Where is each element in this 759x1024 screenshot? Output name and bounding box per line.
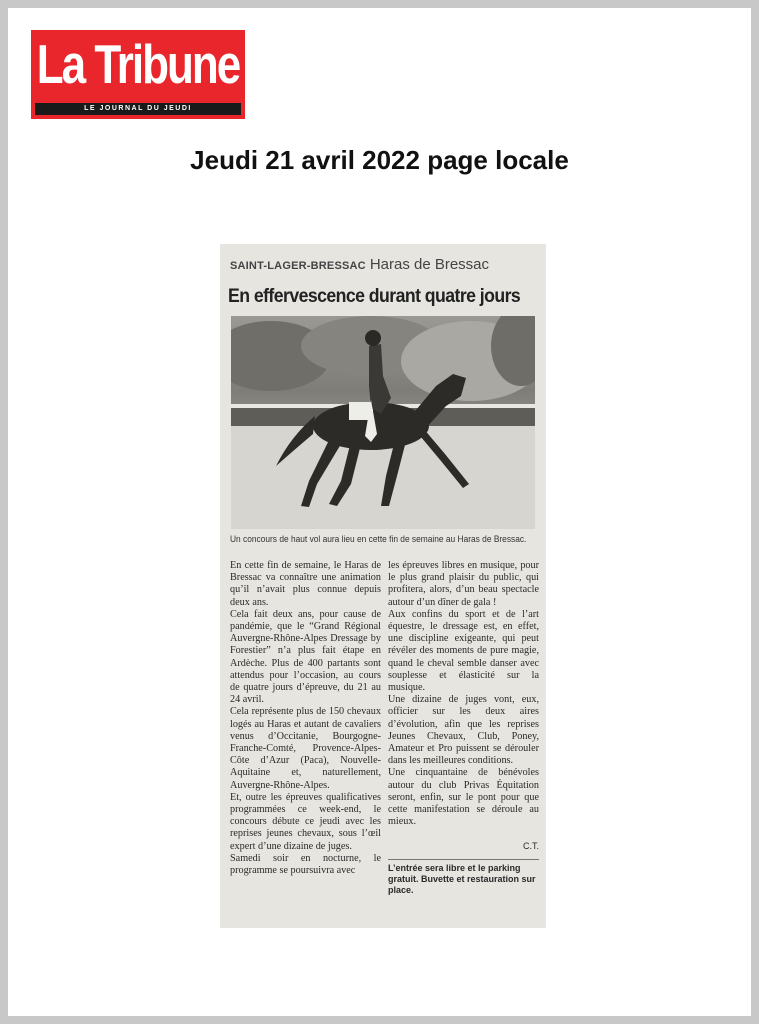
article-paragraph: En cette fin de semaine, le Haras de Bressac va connaître une animation qu’il n’avait plus connue depuis deux ans. <box>230 560 381 608</box>
horse-rider-image <box>231 316 535 529</box>
article-info-box: L’entrée sera libre et le parking gratuit. Buvette et restauration sur place. <box>388 859 539 896</box>
article-paragraph: Une dizaine de juges vont, eux, officier sur les deux aires d’évolution, afin que les reprises Jeunes Chevaux, Club, Poney, Amateur et Pro puissent se dérouler dans les meilleures conditions. <box>388 694 539 767</box>
article-paragraph: Aux confins du sport et de l’art équestre, le dressage est, en effet, une discipline exigeante, qui peut révéler des moments de pure magie, quand le cheval semble danser avec souplesse et élasticité sur la musique. <box>388 608 539 694</box>
logo-name: La Tribune <box>36 34 240 96</box>
article-paragraph: Cela fait deux ans, pour cause de pandémie, que le “Grand Régional Auvergne-Rhône-Alpes Dressage by Forestier” n’a plus fait étape en Ardèche. Plus de 400 partants sont attendus pour l’occasion, au cours de quatre jours d’épreuve, du 21 au 24 avril. <box>230 608 381 706</box>
article-paragraph: les épreuves libres en musique, pour le plus grand plaisir du public, qui profitera, alors, d’un beau spectacle autour d’un dîner de gala ! <box>388 560 539 608</box>
article-paragraph: Samedi soir en nocturne, le programme se poursuivra avec <box>230 852 381 877</box>
newspaper-clipping <box>220 244 546 928</box>
article-paragraph: Cela représente plus de 150 chevaux logés au Haras et autant de cavaliers venus d’Occitanie, Bourgogne-Franche-Comté, Provence-Alpes-Côte d’Azur (Paca), Nouvelle-Aquitaine et, naturellement, Auvergne-Rhône-Alpes. <box>230 706 381 791</box>
article-paragraph: Et, outre les épreuves qualificatives programmées ce week-end, le concours débute ce jeudi avec les reprises jeunes chevaux, sous l’œil expert d’une dizaine de juges. <box>230 791 381 852</box>
article-signature: C.T. <box>522 841 539 852</box>
page <box>8 8 751 1016</box>
article-location: SAINT-LAGER-BRESSAC <box>230 260 366 272</box>
article-section: Haras de Bressac <box>369 256 490 273</box>
newspaper-logo <box>31 30 245 119</box>
article-kicker <box>230 256 489 273</box>
article-photo <box>231 316 535 529</box>
article-column-left <box>230 560 381 877</box>
article-column-right <box>388 560 539 896</box>
page-title: Jeudi 21 avril 2022 page locale <box>190 145 569 175</box>
photo-caption: Un concours de haut vol aura lieu en cette fin de semaine au Haras de Bressac. <box>230 534 527 544</box>
article-paragraph: Une cinquantaine de bénévoles autour du club Privas Équitation seront, enfin, sur le pont pour que cette manifestation se déroule au mieux. <box>388 767 539 828</box>
logo-subtitle: LE JOURNAL DU JEUDI <box>35 103 241 115</box>
article-headline: En effervescence durant quatre jours <box>228 286 521 307</box>
